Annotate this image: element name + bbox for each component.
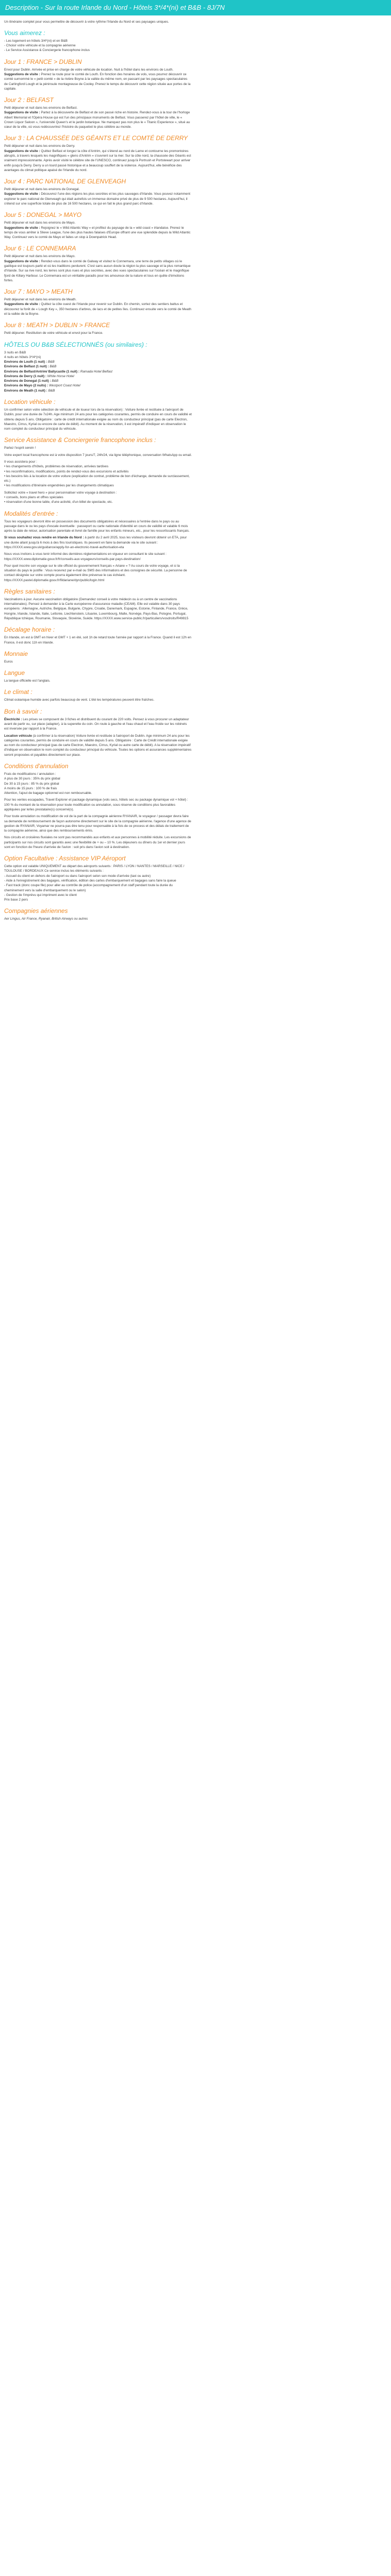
page-header bbox=[0, 0, 391, 15]
list-item: • les changements d'hôtels, problèmes de réservation, arrivées tardives bbox=[4, 465, 109, 469]
hotel-item bbox=[4, 379, 192, 383]
goodtoknow-body: (à confirmer à la réservation) Voiture livrée et restituée à l'aéroport de Dublin. Age minimum 24 ans pour les catégories courantes, permis de conduire en cours de validité depuis 5 ans. Obligatoire : Carte de Crédit internationale exigée au nom du conducteur principal (pas de carte Electron, Maestro, Cirrus, Kyrial ou autre carte de débit). A la réservation impératif d'indiquer en observation le nom complet du conducteur principal du véhicule. Toutes les options et assurances supplémentaires seront proposées et payables directement sur place. bbox=[4, 734, 192, 757]
airlines-text: Aer Lingus, Air France, Ryanair, British Airways ou autres bbox=[4, 917, 88, 921]
cancellation-line: A plus de 30 jours : 35% du prix global bbox=[4, 777, 60, 781]
suggestions-label: Suggestions de visite : bbox=[4, 302, 40, 307]
vip-line: - Aide à l'enregistrement des bagages, vérification, édition des cartes d'embarquement et bagages sans faire la queue bbox=[4, 879, 176, 883]
hotels-line: 4 nuits en hôtels 3*/4*(ni) bbox=[4, 355, 41, 359]
vip-line: Prix base 2 pers bbox=[4, 898, 28, 902]
vip-line: - Fast track (donc coupe file) pour aller au contrôle de police (accompagnement d'un staff pendant toute la durée du cheminement vers la salle d'embarquement ou le salon) bbox=[4, 884, 173, 892]
day-title: Jour 3 : LA CHAUSSÉE DES GÉANTS ET LE COMTÉ DE DERRY bbox=[4, 134, 188, 142]
day-suggestions bbox=[4, 226, 192, 240]
description-content bbox=[0, 15, 196, 929]
suggestions-text: Partez à la découverte de Belfast et de son passé riche en histoire. Rendez-vous à la tour de l'horloge Albert Memorial et l'Opéra House qui est l'un des principaux monuments de Belfast. Vous passerez par l'hôtel de ville, le « Crown Liquor Saloon », l'université Queen's et le jardin botanique. Ne manquez pas non plus le « Titanic Experience », situé au cœur de la ville, où vous redécouvrirez l'histoire du paquebot le plus célèbre au monde. bbox=[4, 111, 190, 129]
health-text[interactable]: Vaccinations à jour. Aucune vaccination obligatoire (Demandez conseil à votre médecin ou à un centre de vaccinations internationales). Pensez à demander à la Carte européenne d'assurance maladie (CEAM). Elle est valable dans 30 pays européens : Allemagne, Autriche, Belgique, Bulgarie, Chypre, Croatie, Danemark, Espagne, Estonie, Finlande, France, Grèce, Hongrie, Irlande, Islande, Italie, Lettonie, Liechtenstein, Lituanie, Luxembourg, Malte, Norvège, Pays-Bas, Pologne, Portugal, République tchèque, Roumanie, Slovaquie, Slovénie, Suède. https://XXXX.www.service-public.fr/particuliers/vosdroits/R49815 bbox=[4, 597, 189, 621]
goodtoknow-text bbox=[4, 734, 192, 757]
formalities-link-text[interactable]: Nous vous invitons à vous tenir informé des dernières réglementations en vigueur en consultant le site suivant : https://XXXX.www.diplomatie.gouv.fr/fr/conseils-aux-voyageurs/conseils-par-pays-destination/ bbox=[4, 552, 167, 561]
hotel-item bbox=[4, 374, 192, 379]
vip-lines bbox=[4, 874, 192, 903]
service-text: Sollicitez votre « travel hero » pour personnaliser votre voyage à destination : bbox=[4, 490, 117, 495]
hotel-location: Environs de Belfast/Antrim/ Ballycastle (1 nuit) : bbox=[4, 369, 79, 374]
suggestions-label: Suggestions de visite : bbox=[4, 226, 40, 230]
list-item: • les modifications d'itinéraire engendrées par les changements climatiques bbox=[4, 484, 114, 488]
hotel-name: B&B bbox=[47, 360, 55, 364]
cancellation-line: Frais de modifications / annulation : bbox=[4, 772, 56, 776]
vip-text: Cette option est valable UNIQUEMENT au départ des aéroports suivants : PARIS / LYON / NANTES / MARSEILLE / NICE / TOULOUSE / BORDEAUX Ce service inclus les éléments suivants : bbox=[4, 865, 185, 873]
cancellation-line: A moins de 15 jours : 100 % de frais bbox=[4, 786, 57, 790]
service-list bbox=[4, 464, 192, 488]
timezone-title: Décalage horaire : bbox=[4, 626, 55, 634]
hotels-line: 3 nuits en B&B bbox=[4, 350, 26, 354]
hotel-name: B&B bbox=[48, 365, 57, 369]
suggestions-text: Quittez la côte ouest de l'Irlande pour revenir sur Dublin. En chemin, sortez des sentiers battus et découvrez la forêt de « Lough Key », 350 hectares d'arbres, de lacs et de petites îles. Continuez ensuite vers le comté de Meath et la vallée de la Boyne. bbox=[4, 302, 191, 316]
suggestions-label: Suggestions de visite : bbox=[4, 192, 40, 196]
list-item: • les besoins liés à la location de votre voiture (explication de contrat, problème de bon d'échange, demande de surclassement, etc.) bbox=[4, 474, 190, 483]
hotel-location: Environs de Belfast (1 nuit) : bbox=[4, 365, 49, 369]
hotel-location: Environs de Derry (1 nuit) : bbox=[4, 374, 47, 378]
itinerary-days bbox=[4, 58, 192, 336]
hotel-name: Westport Coast Hotel bbox=[48, 384, 80, 388]
service-text: Il vous assistera pour : bbox=[4, 460, 37, 464]
formalities-text bbox=[4, 535, 192, 550]
rental-title: Location véhicule : bbox=[4, 398, 56, 406]
list-item: • conseils, bons plans et offres spéciales bbox=[4, 495, 63, 499]
list-item: • réservation d'une bonne table, d'une activité, d'un billet de spectacle, etc. bbox=[4, 500, 113, 504]
day-title: Jour 5 : DONEGAL > MAYO bbox=[4, 211, 82, 219]
formalities-label: Si vous souhaitez vous rendre en Irlande du Nord : bbox=[4, 536, 84, 540]
day-text: Petit déjeuner et nuit dans les environs de Derry. bbox=[4, 144, 75, 148]
day-title: Jour 2 : BELFAST bbox=[4, 96, 54, 104]
language-title: Langue bbox=[4, 669, 25, 677]
day-text: Petit déjeuner et nuit dans les environs de Mayo. bbox=[4, 221, 76, 225]
cancellation-text: Nos circuits et croisières fluviales ne sont pas recommandés aux enfants et aux personnes à mobilité réduite. Les excursions de participants sur nos circuits sont garantis avec une flexibilité de + ou – 10 %. Les déjeuners ou dîners du 1er et dernier jours sont en fonction de l'heure d'arrivée de l'avion : soit pris dans l'avion soit à destination. bbox=[4, 836, 191, 849]
day-suggestions bbox=[4, 302, 192, 316]
page-title: Description - Sur la route Irlande du Nord - Hôtels 3*/4*(ni) et B&B - 8J/7N bbox=[5, 4, 225, 11]
timezone-text: En Irlande, on est à GMT en hiver et GMT + 1 en été, soit 1h de retard toute l'année par rapport à la France. Quand il est 12h en France, il est donc 11h en Irlande. bbox=[4, 636, 191, 645]
cancellation-text: Pour toute annulation ou modification de vol de la part de la compagnie aérienne RYANAIR, le voyageur / passager devra faire sa demande de remboursement de façon autonome directement sur le site de la compagnie aérienne. l'agence d'une agence de gestion de RYANAIR, Voyamar ne pourra pas être tenu pour responsable à la fois de ce process et des délais de traitement de la compagnie aérienne, ainsi que des remboursements émis. bbox=[4, 815, 191, 833]
currency-title: Monnaie bbox=[4, 650, 28, 657]
cancellation-line: De 30 à 15 jours : 85 % du prix global bbox=[4, 782, 59, 786]
formalities-title: Modalités d'entrée : bbox=[4, 510, 58, 517]
suggestions-label: Suggestions de visite : bbox=[4, 259, 40, 263]
hotel-name: B&B bbox=[47, 388, 55, 393]
day-title: Jour 6 : LE CONNEMARA bbox=[4, 245, 76, 252]
suggestions-text: Prenez la route pour le comté de Louth. En fonction des horaires de vols, vous pourrez découvrir ce comté surnommé le « petit comté » de la rivière Boyne à la vallée du même nom, en passant par les paysages spectaculaires de Carlingford Lough et la péninsule montagneuse de Cooley. Prenez le temps de découvrir cette région située aux portes de la capitale. bbox=[4, 72, 191, 91]
day-title: Jour 4 : PARC NATIONAL DE GLENVEAGH bbox=[4, 178, 126, 185]
page bbox=[0, 0, 391, 929]
goodtoknow-label: Électricité : bbox=[4, 717, 22, 721]
service-text: Votre expert local francophone est à votre disposition 7 jours/7, 24h/24, via ligne téléphonique, conversation WhatsApp ou email. bbox=[4, 453, 192, 457]
day-suggestions bbox=[4, 192, 192, 206]
day-text: Petit déjeuner. Restitution de votre véhicule et envol pour la France. bbox=[4, 331, 103, 335]
day-text: Petit déjeuner et nuit dans les environs de Belfast. bbox=[4, 106, 78, 110]
climate-text: Climat océanique humide avec parfois beaucoup de vent. L'été les températures peuvent être fraîches. bbox=[4, 698, 155, 702]
climate-title: Le climat : bbox=[4, 688, 32, 696]
hotel-item bbox=[4, 360, 192, 364]
formalities-link-text[interactable]: à partir du 2 avril 2025, tous les visiteurs devront obtenir un ETA, pour une durée allant jusqu'à 6 mois à des fins touristiques. Ils peuvent en faire la demande via le site suivant : https://XXXX.www.gov.uk/guidance/apply-for-an-electronic-travel-authorisation-eta bbox=[4, 536, 187, 549]
formalities-link-text[interactable]: Pour quel inscrire son voyage sur le site officiel du gouvernement français « Ariane » ? Au cours de votre voyage, et si la situation du pays le justifie : Vous recevrez par e-mail ou SMS des informations et des consignes de sécurité. La personne de contact désignée sur votre compte pourra également être prévenue le cas échéant. https://XXXX.pastel.diplomatie.gouv.fr/fildariane/dyn/public/login.html bbox=[4, 564, 187, 582]
cancellation-lines bbox=[4, 772, 192, 795]
hotel-name: B&B bbox=[51, 379, 59, 383]
day-suggestions bbox=[4, 110, 192, 129]
rental-text: Un confirmer selon votre sélection de véhicule et de loueur lors de la réservation) : Voiture livrée et restituée à l'aéroport de Dublin, pour une durée de 7x24h. Age minimum 24 ans pour les catégories courantes, permis de conduire en cours de validité et obtenu depuis 5 ans. Obligatoire : carte de crédit internationale exigée au nom du conducteur principal (pas de carte Electron, Maestro, Cirrus, Kyrial ou encore de carte de débit). Au moment de la réservation, il est impératif d'indiquer en observation le nom complet du conducteur principal du véhicule. bbox=[4, 408, 192, 431]
list-item: - Choisir votre véhicule et la compagnie aérienne bbox=[4, 44, 76, 48]
hotel-item bbox=[4, 388, 192, 393]
hotels-title: HÔTELS OU B&B SÉLECTIONNÉS (ou similaires) : bbox=[4, 341, 148, 348]
hotel-name: Ramada Hotel Belfast bbox=[79, 369, 112, 374]
goodtoknow-title: Bon à savoir : bbox=[4, 707, 42, 715]
day-title: Jour 1 : FRANCE > DUBLIN bbox=[4, 58, 82, 65]
hotel-name: White Horse Hotel bbox=[46, 374, 74, 378]
goodtoknow-text bbox=[4, 717, 192, 732]
suggestions-text: Découvrez l'une des régions les plus secrètes et les plus sauvages d'Irlande. Vous pouvez notamment explorer le parc national de Glenveagh qui était autrefois un immense domaine privé de plus de 9 500 hectares. Aujourd'hui, il s'étend sur une superficie totale de plus de 16 500 hectares, ce qui en fait le plus grand parc d'Irlande. bbox=[4, 192, 190, 206]
suggestions-label: Suggestions de visite : bbox=[4, 72, 40, 76]
service-text: Partez l'esprit serein ! bbox=[4, 446, 36, 450]
hotel-item bbox=[4, 369, 192, 374]
service-list bbox=[4, 495, 192, 505]
vip-line: - Gestion de l'imprévu qui impriment avec le client bbox=[4, 893, 77, 897]
currency-text: Euros bbox=[4, 659, 13, 664]
day-title: Jour 8 : MEATH > DUBLIN > FRANCE bbox=[4, 321, 110, 329]
vip-title: Option Facultative : Assistance VIP Aéroport bbox=[4, 855, 126, 862]
airlines-title: Compagnies aériennes bbox=[4, 907, 68, 915]
suggestions-label: Suggestions de visite : bbox=[4, 111, 40, 115]
goodtoknow-body: Les prises se composent de 3 fiches et distribuent du courant de 220 volts. Pensez à vous procurer un adaptateur avant de partir ou, sur place (adapter), à la superette du coin. On roule à gauche et l'eau chaud et l'eau froide sur les robinets est inversée par rapport à la France. bbox=[4, 717, 189, 731]
list-item: - Le Service Assistance & Conciergerie francophone inclus bbox=[4, 48, 90, 53]
list-item: • les reconfirmations, modifications, points de rendez-vous des excursions et activités bbox=[4, 469, 129, 473]
goodtoknow-label: Location véhicule bbox=[4, 734, 32, 738]
hotels-section bbox=[4, 350, 192, 394]
day-text: Petit déjeuner et nuit dans les environs de Donegal. bbox=[4, 188, 80, 192]
list-item: - Les logement en hôtels 3/4*(ni) et en B&B bbox=[4, 39, 68, 43]
cancellation-line: Attention, l'ajout de bagage optionnel est non remboursable. bbox=[4, 791, 92, 795]
formalities-text: Tous les voyageurs devront être en possession des documents obligatoires et nécessaires à l'entrée dans le pays ou au passage dans le ou les pays d'escale éventuelle : passeport ou carte nationale d'identité en cours de validité et valable 6 mois après la date de retour, autorisation parentale et livret de famille pour les enfants mineurs, etc., pour les ressortissants français. bbox=[4, 519, 190, 533]
day-text: Envol pour Dublin. Arrivée et prise en charge de votre véhicule de location. Nuit à l'hôtel dans les environs de Louth. bbox=[4, 67, 174, 72]
service-title: Service Assistance & Conciergerie francophone inclus : bbox=[4, 436, 156, 444]
suggestions-text: Rendez-vous dans le comté de Galway et visitez le Connemara, une terre de petits villages où le gaélique est toujours parlé et où les traditions perdurent. C'est sans aucun doute la région la plus sauvage et la plus romantique d'Irlande. Sur sa rive nord, les terres sont plus nues et plus secrètes, avec des vues spectaculaires sur l'océan et le magnifique fjord de Killary Harbour. Le Connemara est un véritable paradis pour les amoureux de la nature et tous en quête d'émotions fortes. bbox=[4, 259, 191, 282]
day-suggestions bbox=[4, 259, 192, 283]
hotels-list bbox=[4, 360, 192, 393]
hotel-location: Environs de Mayo (2 nuits) : bbox=[4, 384, 48, 388]
hotel-location: Environs de Meath (1 nuit) : bbox=[4, 388, 47, 393]
day-text: Petit déjeuner et nuit dans les environs de Meath. bbox=[4, 298, 77, 302]
hotel-location: Environs de Louth (1 nuit) : bbox=[4, 360, 47, 364]
language-text: La langue officielle est l'anglais. bbox=[4, 679, 51, 683]
vip-line: - Accueil du client en dehors de l'aéroport ou dans l'aéroport selon son mode d'arrivée (taxi ou autre) bbox=[4, 874, 151, 878]
aims-title: Vous aimerez : bbox=[4, 29, 45, 37]
day-text: Petit déjeuner et nuit dans les environs de Mayo. bbox=[4, 255, 76, 259]
suggestions-text: Rejoignez le « Wild Atlantic Way » et profitez du paysage de la « wild coast » irlandaise. Prenez le temps de vous arrêter à Slieve League, l'une des plus hautes falaises d'Europe offrant une vue splendide depuis la Wild Atlantic Way. Continuez vers le comté de Mayo et faites un stop à Downpatrick Head. bbox=[4, 226, 191, 240]
suggestions-label: Suggestions de visite : bbox=[4, 149, 40, 153]
hotel-item bbox=[4, 383, 192, 388]
day-suggestions bbox=[4, 149, 192, 173]
health-title: Règles sanitaires : bbox=[4, 587, 55, 595]
cancellation-text: Pour les ventes escapades, Travel Explorer et package dynamique (vols secs, hôtels sec ou package dynamique vol + hôtel) : 100 % du montant de la réservation pour toute modification ou annulation, sous réserve de conditions plus favorables appliquées par le/les prestataire(s) concerné(s). bbox=[4, 798, 188, 811]
hotel-item bbox=[4, 364, 192, 369]
suggestions-text: Quittez Belfast et longez la côte d'Antrim, qui s'étend au nord de Larne et contourne les promontoires abrupts, à travers lesquels les magnifiques « glens d'Antrim » s'ouvrent sur la mer. Sur la côte nord, la chaussée des Géants est vraiment impressionnante. Après avoir visité le célèbre site de l'UNESCO, continuez jusqu'à Portrush et Portstewart pour arriver enfin jusqu'à Derry. Derry a un lourd passé historique et a beaucoup souffert de la violence. Aujourd'hui, elle bénéficie des avantages du climat politique apaisé de l'Irlande du nord. bbox=[4, 149, 191, 172]
day-suggestions bbox=[4, 72, 192, 91]
day-title: Jour 7 : MAYO > MEATH bbox=[4, 288, 73, 296]
aims-list bbox=[4, 39, 192, 53]
cancellation-title: Conditions d'annulation bbox=[4, 762, 69, 770]
hotel-location: Environs de Donegal (1 nuit) : bbox=[4, 379, 51, 383]
intro-text: Un itinéraire complet pour vous permettre de découvrir à votre rythme l'Irlande du Nord et ses paysages uniques. bbox=[4, 20, 169, 24]
